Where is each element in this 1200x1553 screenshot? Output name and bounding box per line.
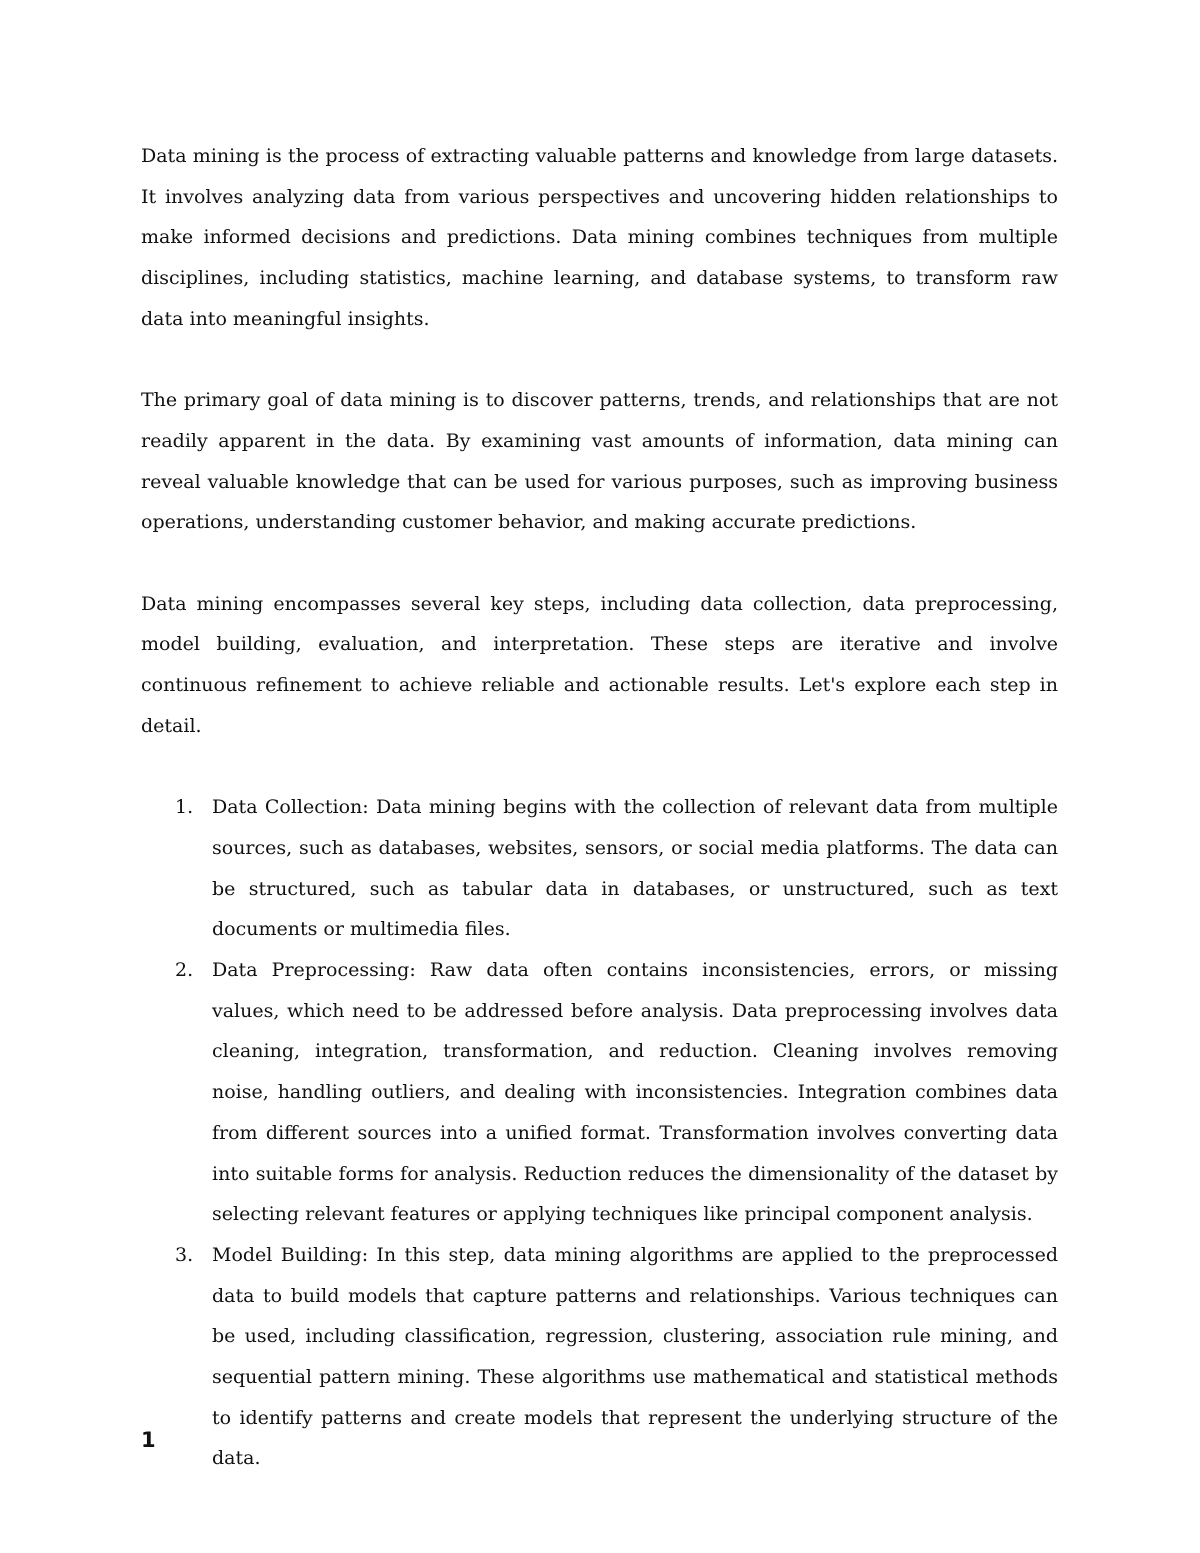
paragraph-steps-overview: Data mining encompasses several key steps, including data collection, data preprocessing, model building, evaluation, and interpretation. These steps are iterative and involve continuous refinement to achieve reliable and actionable results. Let's explore each step in detail. xyxy=(141,592,1058,737)
paragraph-intro: Data mining is the process of extracting valuable patterns and knowledge from large datasets. It involves analyzing data from various perspectives and uncovering hidden relationships to make informed decisions and predictions. Data mining combines techniques from multiple disciplines, including statistics, machine learning, and database systems, to transform raw data into meaningful insights. xyxy=(141,145,1058,330)
list-item-number: 2. xyxy=(175,959,194,982)
list-item-model-building xyxy=(141,1235,1058,1479)
list-item-number: 3. xyxy=(175,1243,194,1266)
list-item-text: Data Collection: Data mining begins with the collection of relevant data from multiple sources, such as databases, websites, sensors, or social media platforms. The data can be structured, such as tabular data in databases, or unstructured, such as text documents or multimedia files. xyxy=(212,796,1058,941)
page-number: 1 xyxy=(141,1428,156,1452)
list-item-number: 1. xyxy=(175,796,194,819)
list-item-text: Model Building: In this step, data mining algorithms are applied to the preprocessed data to build models that capture patterns and relationships. Various techniques can be used, including classification, regression, clustering, association rule mining, and sequential pattern mining. These algorithms use mathematical and statistical methods to identify patterns and create models that represent the underlying structure of the data. xyxy=(212,1243,1058,1470)
list-item-data-preprocessing xyxy=(141,950,1058,1235)
list-item-data-collection xyxy=(141,787,1058,950)
list-item-text: Data Preprocessing: Raw data often contains inconsistencies, errors, or missing values, which need to be addressed before analysis. Data preprocessing involves data cleaning, integration, transformation, and reduction. Cleaning involves removing noise, handling outliers, and dealing with inconsistencies. Integration combines data from different sources into a unified format. Transformation involves converting data into suitable forms for analysis. Reduction reduces the dimensionality of the dataset by selecting relevant features or applying techniques like principal component analysis. xyxy=(212,959,1058,1226)
paragraph-goal: The primary goal of data mining is to discover patterns, trends, and relationships that are not readily apparent in the data. By examining vast amounts of information, data mining can reveal valuable knowledge that can be used for various purposes, such as improving business operations, understanding customer behavior, and making accurate predictions. xyxy=(141,389,1058,534)
steps-list xyxy=(141,787,1058,1479)
document-body xyxy=(141,136,1058,1479)
